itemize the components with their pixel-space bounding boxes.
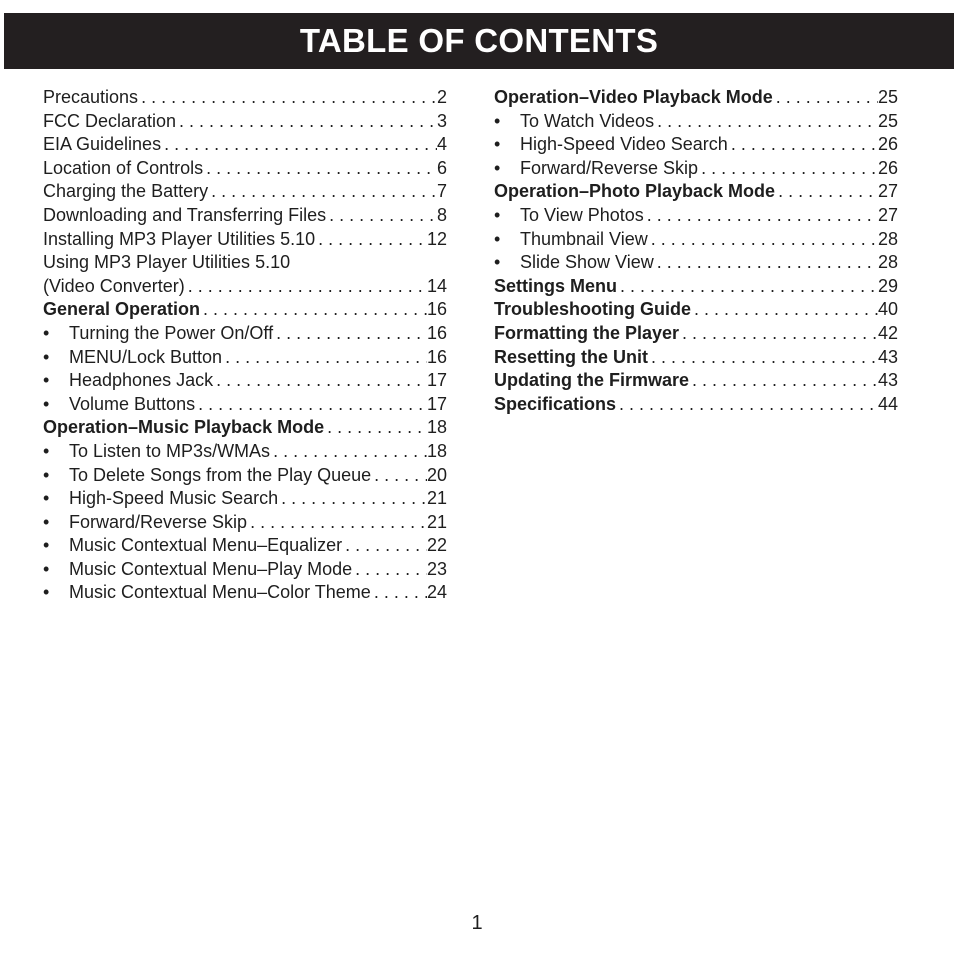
- toc-entry: [494, 110, 898, 134]
- toc-entry: [43, 228, 447, 252]
- toc-entry-title: To Listen to MP3s/WMAs: [69, 440, 271, 461]
- toc-page-number: 16: [426, 299, 447, 320]
- toc-page-number: 18: [426, 417, 447, 438]
- dot-leader: [773, 86, 878, 110]
- dot-leader: [273, 322, 427, 346]
- toc-entry-title: Operation–Video Playback Mode: [494, 87, 773, 107]
- toc-entry: [494, 251, 898, 275]
- bullet-mark: •: [494, 204, 501, 225]
- toc-page-number: 21: [426, 511, 447, 532]
- toc-entry: [494, 369, 898, 393]
- toc-page-number: 26: [877, 157, 898, 178]
- toc-entry-title: High-Speed Video Search: [520, 134, 728, 155]
- toc-entry-title: Slide Show View: [520, 252, 654, 273]
- toc-page-number: 43: [877, 370, 898, 391]
- toc-page-number: 40: [877, 299, 898, 320]
- toc-entry-line: [494, 369, 898, 393]
- toc-entry: [43, 581, 447, 605]
- toc-entry: [43, 511, 447, 535]
- toc-entry-line: [43, 228, 447, 252]
- dot-leader: [689, 369, 878, 393]
- toc-page-number: 3: [436, 110, 447, 131]
- toc-page-number: 44: [877, 393, 898, 414]
- toc-page-number: 2: [436, 87, 447, 107]
- toc-entry: [494, 228, 898, 252]
- dot-leader: [138, 86, 437, 110]
- toc-page-number: 16: [426, 346, 447, 367]
- toc-entry: [43, 346, 447, 370]
- dot-leader: [200, 298, 427, 322]
- toc-entry: [43, 534, 447, 558]
- toc-page-number: 25: [877, 110, 898, 131]
- dot-leader: [176, 110, 437, 134]
- dot-leader: [371, 464, 427, 488]
- toc-entry-line: [43, 180, 447, 204]
- toc-entry-line: [43, 416, 447, 440]
- toc-page-number: 18: [426, 440, 447, 461]
- toc-entry: [43, 322, 447, 346]
- toc-entry-title: Headphones Jack: [69, 370, 214, 391]
- toc-left-column: [43, 86, 447, 605]
- toc-page-number: 26: [877, 134, 898, 155]
- toc-entry-title: Volume Buttons: [69, 393, 196, 414]
- toc-entry-line: [494, 275, 898, 299]
- title-banner: [4, 13, 954, 69]
- dot-leader: [342, 534, 427, 558]
- toc-entry: [43, 487, 447, 511]
- toc-entry-line: [520, 228, 898, 252]
- toc-entry-line: [69, 558, 447, 582]
- toc-entry: [43, 298, 447, 322]
- toc-page-number: 42: [877, 322, 898, 343]
- bullet-mark: •: [43, 558, 50, 579]
- toc-entry-line: [494, 298, 898, 322]
- bullet-mark: •: [43, 322, 50, 343]
- toc-page-number: 29: [877, 275, 898, 296]
- toc-entry-title: Operation–Music Playback Mode: [43, 417, 325, 438]
- toc-entry: [43, 86, 447, 110]
- bullet-mark: •: [494, 110, 501, 131]
- toc-entry: [43, 393, 447, 417]
- toc-entry-line: [494, 393, 898, 417]
- toc-entry: [43, 157, 447, 181]
- toc-page-number: 7: [436, 181, 447, 202]
- toc-entry-title: To Watch Videos: [520, 110, 655, 131]
- toc-entry-line: [69, 393, 447, 417]
- toc-entry: [43, 180, 447, 204]
- toc-entry: [43, 464, 447, 488]
- toc-entry-line: [43, 298, 447, 322]
- bullet-mark: •: [43, 393, 50, 414]
- page-title: TABLE OF CONTENTS: [299, 22, 659, 59]
- toc-entry-title: Installing MP3 Player Utilities 5.10: [43, 228, 316, 249]
- dot-leader: [352, 558, 427, 582]
- toc-entry-title: High-Speed Music Search: [69, 488, 279, 509]
- dot-leader: [222, 346, 427, 370]
- toc-entry-line: [69, 369, 447, 393]
- toc-page-number: 12: [426, 228, 447, 249]
- dot-leader: [691, 298, 878, 322]
- toc-entry-title: General Operation: [43, 299, 201, 320]
- toc-entry: [494, 346, 898, 370]
- dot-leader: [775, 180, 878, 204]
- dot-leader: [247, 511, 427, 535]
- toc-entry: [43, 204, 447, 228]
- dot-leader: [161, 133, 437, 157]
- toc-page-number: 4: [436, 134, 447, 155]
- toc-entry-title: Downloading and Transferring Files: [43, 204, 327, 225]
- toc-entry-line: [43, 251, 447, 275]
- dot-leader: [270, 440, 427, 464]
- toc-entry-title: Updating the Firmware: [494, 370, 690, 391]
- toc-entry-title: Turning the Power On/Off: [69, 322, 274, 343]
- dot-leader: [616, 393, 878, 417]
- dot-leader: [208, 180, 437, 204]
- toc-entry-title: FCC Declaration: [43, 110, 177, 131]
- toc-page-number: 17: [426, 393, 447, 414]
- dot-leader: [698, 157, 878, 181]
- dot-leader: [617, 275, 878, 299]
- toc-entry-title: Troubleshooting Guide: [494, 299, 691, 320]
- toc-page-number: 27: [877, 204, 898, 225]
- dot-leader: [326, 204, 437, 228]
- toc-entry-line: [494, 346, 898, 370]
- toc-entry-line: [520, 157, 898, 181]
- toc-entry-title: Music Contextual Menu–Color Theme: [69, 582, 371, 603]
- dot-leader: [644, 204, 878, 228]
- toc-entry: [494, 133, 898, 157]
- toc-entry-title: MENU/Lock Button: [69, 346, 223, 367]
- toc-entry: [494, 204, 898, 228]
- bullet-mark: •: [43, 582, 50, 603]
- toc-right-column: [494, 86, 898, 416]
- toc-page-number: 16: [426, 322, 447, 343]
- toc-entry-title: Charging the Battery: [43, 181, 209, 202]
- toc-page-number: 23: [426, 558, 447, 579]
- dot-leader: [213, 369, 427, 393]
- toc-entry-title: To Delete Songs from the Play Queue: [69, 464, 372, 485]
- toc-entry-title: Thumbnail View: [520, 228, 648, 249]
- toc-entry-line: [520, 110, 898, 134]
- toc-page-number: 21: [426, 488, 447, 509]
- dot-leader: [679, 322, 878, 346]
- toc-entry: [43, 558, 447, 582]
- toc-page-number: 20: [426, 464, 447, 485]
- dot-leader: [195, 393, 427, 417]
- toc-entry-line: [69, 440, 447, 464]
- toc-page-number: 22: [426, 535, 447, 556]
- dot-leader: [728, 133, 878, 157]
- dot-leader: [648, 228, 878, 252]
- dot-leader: [648, 346, 878, 370]
- toc-page-number: 6: [436, 157, 447, 178]
- toc-entry: [494, 275, 898, 299]
- bullet-mark: •: [43, 535, 50, 556]
- toc-entry-title: Resetting the Unit: [494, 346, 649, 367]
- toc-entry-line: [494, 322, 898, 346]
- toc-entry: [43, 275, 447, 299]
- toc-entry: [43, 110, 447, 134]
- toc-entry: [43, 416, 447, 440]
- toc-entry-title: Music Contextual Menu–Equalizer: [69, 535, 343, 556]
- bullet-mark: •: [494, 134, 501, 155]
- toc-entry-line: [43, 204, 447, 228]
- toc-page-number: 17: [426, 370, 447, 391]
- toc-entry: [494, 180, 898, 204]
- dot-leader: [315, 228, 427, 252]
- toc-entry-line: [69, 322, 447, 346]
- toc-entry-title: Music Contextual Menu–Play Mode: [69, 558, 353, 579]
- toc-page-number: 24: [426, 582, 447, 603]
- toc-page-number: 28: [877, 228, 898, 249]
- toc-entry-title: Specifications: [494, 393, 617, 414]
- toc-entry-line: [43, 157, 447, 181]
- toc-entry-line: [69, 581, 447, 605]
- dot-leader: [203, 157, 437, 181]
- toc-page-number: 8: [436, 204, 447, 225]
- bullet-mark: •: [494, 252, 501, 273]
- dot-leader: [654, 251, 878, 275]
- toc-page-number: 28: [877, 252, 898, 273]
- bullet-mark: •: [43, 464, 50, 485]
- toc-entry-line: [69, 534, 447, 558]
- toc-entry-line: [520, 251, 898, 275]
- toc-entry-line: [494, 180, 898, 204]
- toc-entry: [494, 157, 898, 181]
- toc-entry-title: Formatting the Player: [494, 322, 680, 343]
- toc-entry: [494, 298, 898, 322]
- toc-entry: [43, 369, 447, 393]
- toc-page-number: 14: [426, 275, 447, 296]
- dot-leader: [654, 110, 878, 134]
- toc-entry-title: (Video Converter): [43, 275, 185, 296]
- bullet-mark: •: [43, 440, 50, 461]
- toc-entry-line: [69, 464, 447, 488]
- bullet-mark: •: [43, 346, 50, 367]
- bullet-mark: •: [494, 228, 501, 249]
- toc-entry-title: Using MP3 Player Utilities 5.10: [43, 252, 291, 273]
- toc-entry-line: [520, 204, 898, 228]
- toc-entry-title: Operation–Photo Playback Mode: [494, 181, 776, 202]
- toc-entry-line: [494, 86, 898, 110]
- toc-entry-title: Forward/Reverse Skip: [69, 511, 248, 532]
- bullet-mark: •: [494, 157, 501, 178]
- toc-page-number: 27: [877, 181, 898, 202]
- toc-entry: [43, 440, 447, 464]
- page-number: 1: [471, 912, 483, 934]
- toc-entry: [494, 322, 898, 346]
- toc-entry-title: EIA Guidelines: [43, 134, 162, 155]
- toc-entry-line: [43, 133, 447, 157]
- bullet-mark: •: [43, 488, 50, 509]
- toc-entry-title: Location of Controls: [43, 157, 204, 178]
- toc-entry-line: [43, 275, 447, 299]
- toc-entry-line: [43, 110, 447, 134]
- toc-entry-line: [69, 487, 447, 511]
- toc-page-number: 25: [877, 87, 898, 107]
- toc-page-number: 43: [877, 346, 898, 367]
- toc-entry: [494, 86, 898, 110]
- dot-leader: [185, 275, 427, 299]
- toc-entry-title: To View Photos: [520, 204, 644, 225]
- bullet-mark: •: [43, 370, 50, 391]
- toc-entry: [494, 393, 898, 417]
- toc-entry-line: [69, 511, 447, 535]
- toc-entry: [43, 251, 447, 275]
- toc-entry-line: [520, 133, 898, 157]
- dot-leader: [371, 581, 427, 605]
- toc-entry-line: [69, 346, 447, 370]
- toc-entry-line: [43, 86, 447, 110]
- bullet-mark: •: [43, 511, 50, 532]
- toc-entry-title: Settings Menu: [494, 275, 618, 296]
- dot-leader: [278, 487, 427, 511]
- toc-entry-title: Forward/Reverse Skip: [520, 157, 699, 178]
- toc-entry: [43, 133, 447, 157]
- toc-entry-title: Precautions: [43, 87, 139, 107]
- dot-leader: [324, 416, 427, 440]
